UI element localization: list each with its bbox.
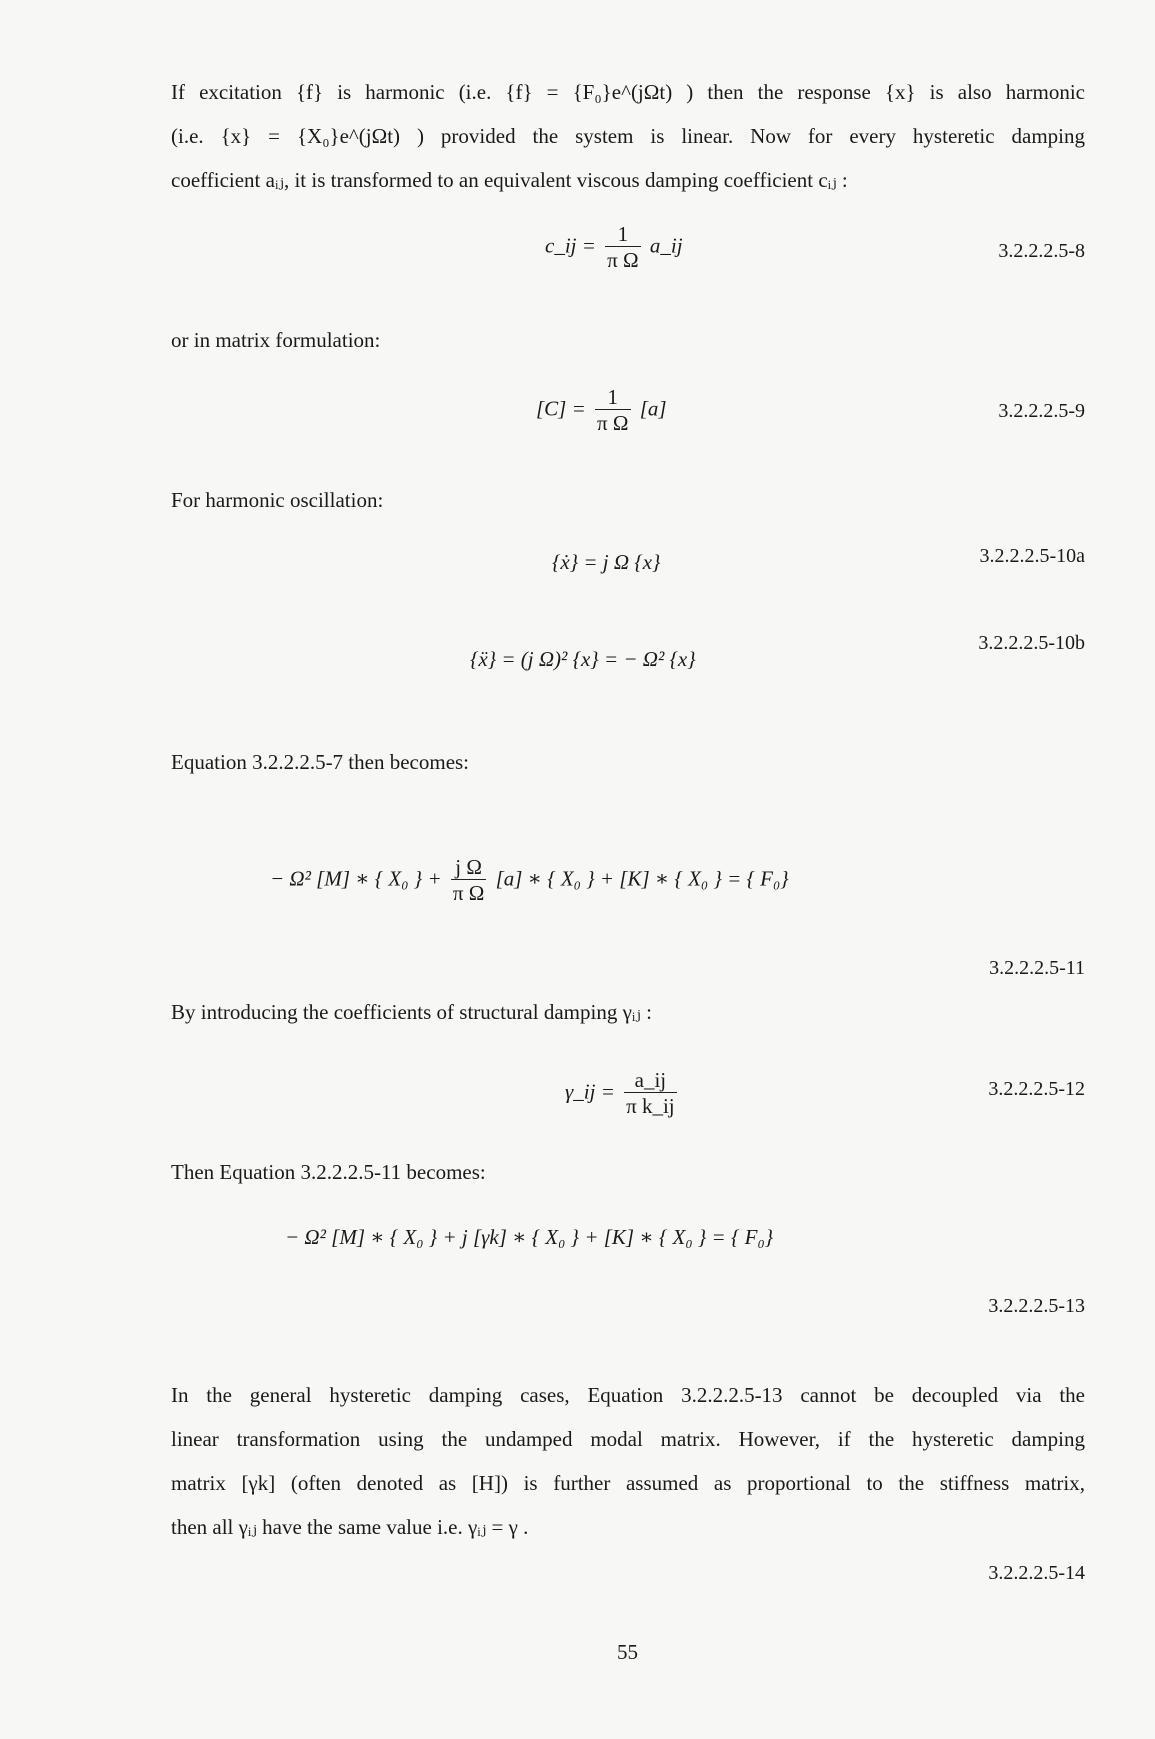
page-number: 55 — [617, 1640, 638, 1664]
fraction-numerator: 1 — [617, 222, 629, 246]
text-structural-damping: By introducing the coefficients of structural damping γᵢⱼ : — [171, 1000, 652, 1024]
fraction-denominator: π k_ij — [626, 1094, 675, 1118]
equation-number: 3.2.2.2.5-9 — [998, 400, 1085, 422]
text-line: then all γᵢⱼ have the same value i.e. γᵢⱼ = γ . — [171, 1515, 529, 1539]
eq-part: [a] ∗ { X₀ } + [K] ∗ { X₀ } = { F₀} — [495, 866, 789, 891]
equation-3-2-2-2-5-11 — [270, 855, 789, 906]
equation-number: 3.2.2.2.5-13 — [988, 1295, 1085, 1317]
fraction — [605, 222, 640, 273]
text-line: (i.e. {x} = {X₀}e^(jΩt) ) provided the system is linear. Now for every hysteretic damping — [171, 124, 1085, 148]
text-harmonic-oscillation: For harmonic oscillation: — [171, 488, 384, 512]
equation-number: 3.2.2.2.5-11 — [989, 957, 1085, 979]
fraction-denominator: π Ω — [597, 411, 629, 435]
equation-3-2-2-2-5-10b — [470, 647, 696, 672]
eq-expression: − Ω² [M] ∗ { X₀ } + j [γk] ∗ { X₀ } + [K] ∗ { X₀ } = { F₀} — [285, 1225, 774, 1249]
intro-paragraph — [171, 70, 1085, 202]
conclusion-paragraph — [171, 1373, 1085, 1549]
fraction-denominator: π Ω — [452, 881, 485, 905]
fraction — [451, 855, 486, 906]
fraction-numerator: 1 — [607, 385, 619, 409]
equation-number: 3.2.2.2.5-8 — [998, 240, 1085, 262]
text-equation-11-becomes: Then Equation 3.2.2.2.5-11 becomes: — [171, 1160, 486, 1184]
text-matrix-formulation: or in matrix formulation: — [171, 328, 381, 352]
equation-number: 3.2.2.2.5-10a — [979, 545, 1085, 567]
eq-rhs: a_ij — [649, 233, 683, 258]
eq-part: − Ω² [M] ∗ { X₀ } + — [270, 866, 442, 891]
eq-rhs: [a] — [639, 396, 667, 421]
eq-lhs: c_ij = — [545, 233, 596, 258]
text-line: coefficient aᵢⱼ, it is transformed to an equivalent viscous damping coefficient cᵢⱼ : — [171, 168, 848, 192]
text-line: matrix [γk] (often denoted as [H]) is further assumed as proportional to the stiffness matrix, — [171, 1471, 1085, 1495]
fraction — [595, 385, 630, 436]
equation-3-2-2-2-5-10a — [552, 550, 660, 575]
eq-lhs: [C] = — [536, 396, 586, 421]
fraction-numerator: j Ω — [455, 855, 482, 879]
text-line: If excitation {f} is harmonic (i.e. {f} = {F₀}e^(jΩt) ) then the response {x} is also harmonic — [171, 80, 1085, 104]
equation-3-2-2-2-5-13 — [285, 1225, 773, 1250]
equation-3-2-2-2-5-8 — [545, 222, 683, 273]
equation-number: 3.2.2.2.5-10b — [978, 632, 1085, 654]
equation-3-2-2-2-5-9 — [536, 385, 667, 436]
eq-lhs: γ_ij = — [565, 1079, 615, 1104]
text-line: In the general hysteretic damping cases, Equation 3.2.2.2.5-13 cannot be decoupled via the — [171, 1383, 1085, 1407]
fraction-numerator: a_ij — [634, 1068, 667, 1092]
equation-3-2-2-2-5-12 — [565, 1068, 681, 1119]
fraction — [624, 1068, 677, 1119]
text-line: linear transformation using the undamped modal matrix. However, if the hysteretic damping — [171, 1427, 1085, 1451]
eq-expression: {ẍ} = (j Ω)² {x} = − Ω² {x} — [470, 647, 696, 671]
eq-expression: {ẋ} = j Ω {x} — [552, 550, 661, 574]
text-equation-7-becomes: Equation 3.2.2.2.5-7 then becomes: — [171, 750, 470, 774]
fraction-denominator: π Ω — [607, 248, 639, 272]
equation-number: 3.2.2.2.5-12 — [988, 1078, 1085, 1100]
equation-number: 3.2.2.2.5-14 — [988, 1562, 1085, 1584]
